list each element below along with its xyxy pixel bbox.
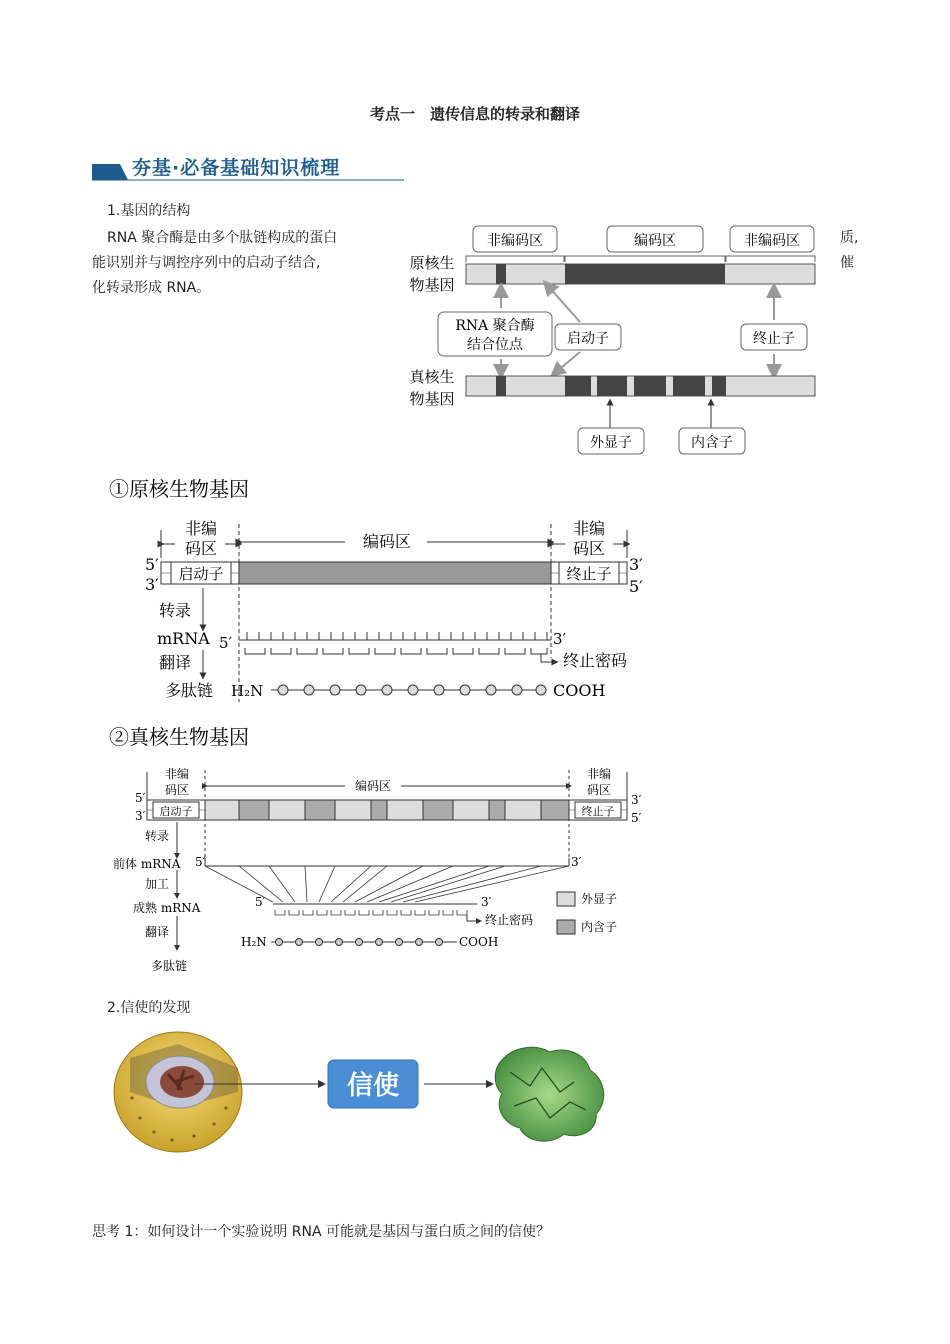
fig2-three-top: 3′ <box>629 555 643 574</box>
fig2-mrna-three: 3′ <box>553 630 566 648</box>
protein-image <box>495 1047 603 1141</box>
think-question: 思考 1：如何设计一个实验说明 RNA 可能就是基因与蛋白质之间的信使？ <box>92 1224 551 1240</box>
fig2-polypeptide: 多肽链 <box>165 681 214 700</box>
label-rnap-2: 结合位点 <box>467 337 523 353</box>
fig2-noncoding-left-2: 码区 <box>184 539 218 558</box>
fig3-three-bottom: 3′ <box>135 809 146 823</box>
fig3-heading: ②真核生物基因 <box>109 725 249 749</box>
fig3-mature-mrna: 成熟 mRNA <box>133 901 201 915</box>
fig3-noncoding-left-2: 码区 <box>164 783 190 797</box>
fig3-legend-exon: 外显子 <box>581 892 618 906</box>
fig2-noncoding-right-2: 码区 <box>572 539 606 558</box>
section1-line-1: RNA 聚合酶是由多个肽链构成的蛋白 <box>107 230 338 246</box>
fig3-terminator: 终止子 <box>581 805 615 818</box>
fig2-three-bottom: 3′ <box>145 575 159 594</box>
fig3-processing: 加工 <box>145 877 170 891</box>
fig3-three-top: 3′ <box>631 793 642 807</box>
gene-structure-diagram <box>400 222 830 460</box>
fig3-pre-mrna: 前体 mRNA <box>113 857 181 871</box>
label-prokaryote-1: 原核生 <box>409 254 455 272</box>
banner-text: 夯基·必备基础知识梳理 <box>132 157 341 179</box>
fig2-cooh: COOH <box>553 681 606 700</box>
fig2-five-bottom: 5′ <box>629 577 643 596</box>
fig2-heading: ①原核生物基因 <box>109 477 249 501</box>
fig3-five-top: 5′ <box>135 791 146 805</box>
eukaryote-gene-diagram <box>105 722 665 980</box>
section1-heading: 1.基因的结构 <box>107 203 191 219</box>
fig2-noncoding-left-1: 非编 <box>184 519 218 538</box>
label-eukaryote-1: 真核生 <box>409 368 455 386</box>
label-rnap-1: RNA 聚合酶 <box>455 318 535 334</box>
fig3-noncoding-right-2: 码区 <box>586 783 612 797</box>
label-promoter: 启动子 <box>567 331 609 347</box>
fig2-mrna: mRNA <box>157 629 210 648</box>
section1-tail-2: 催 <box>840 255 854 271</box>
messenger-illustration <box>110 1028 620 1158</box>
fig3-noncoding-left-1: 非编 <box>164 767 190 781</box>
fig3-polypeptide: 多肽链 <box>151 959 188 973</box>
label-terminator: 终止子 <box>753 331 795 347</box>
fig2-mrna-ticks <box>247 632 547 640</box>
fig2-translation: 翻译 <box>159 653 192 672</box>
section1-line-3: 化转录形成 RNA。 <box>92 280 211 296</box>
fig2-terminator: 终止子 <box>566 565 612 583</box>
fig2-stop-codon: 终止密码 <box>563 651 628 670</box>
fig2-codons <box>245 648 547 654</box>
cell-image <box>114 1032 242 1152</box>
fig3-cooh: COOH <box>459 935 499 949</box>
fig2-noncoding-right-1: 非编 <box>572 519 606 538</box>
fig3-five-bottom: 5′ <box>631 811 642 825</box>
fig2-h2n: H₂N <box>231 682 264 700</box>
label-coding: 编码区 <box>634 233 676 249</box>
section2-heading: 2.信使的发现 <box>107 1000 191 1016</box>
section1-tail-1: 质, <box>840 230 859 246</box>
fig3-pre-five: 5′ <box>195 855 206 869</box>
fig3-promoter: 启动子 <box>159 805 193 818</box>
label-exon: 外显子 <box>590 435 632 451</box>
fig3-transcription: 转录 <box>145 829 170 843</box>
fig3-translation: 翻译 <box>145 925 170 939</box>
label-prokaryote-2: 物基因 <box>409 276 455 294</box>
fig2-mrna-five: 5′ <box>219 634 232 652</box>
fig3-codons <box>275 910 467 915</box>
page-title: 考点一 遗传信息的转录和翻译 <box>369 105 580 123</box>
messenger-label: 信使 <box>346 1071 400 1101</box>
fig3-mature-five: 5′ <box>255 895 266 909</box>
fig2-five-top: 5′ <box>145 555 159 574</box>
prokaryote-gene-diagram <box>105 472 665 704</box>
fig3-mature-three: 3′ <box>481 895 492 909</box>
fig2-coding: 编码区 <box>362 532 412 551</box>
label-intron: 内含子 <box>691 435 733 451</box>
label-noncoding-left: 非编码区 <box>487 233 543 249</box>
fig2-transcription: 转录 <box>159 601 192 620</box>
fig2-promoter: 启动子 <box>178 565 224 583</box>
section1-line-2: 能识别并与调控序列中的启动子结合, <box>92 255 321 271</box>
fig3-legend-intron: 内含子 <box>581 920 618 934</box>
label-noncoding-right: 非编码区 <box>744 233 800 249</box>
fig3-noncoding-right-1: 非编 <box>586 767 612 781</box>
fig3-h2n: H₂N <box>241 935 267 949</box>
fig3-amino-acids <box>276 939 443 946</box>
label-eukaryote-2: 物基因 <box>409 390 455 408</box>
fig3-stop-codon: 终止密码 <box>485 913 534 927</box>
fig3-coding: 编码区 <box>354 779 392 793</box>
fig3-pre-three: 3′ <box>571 855 582 869</box>
